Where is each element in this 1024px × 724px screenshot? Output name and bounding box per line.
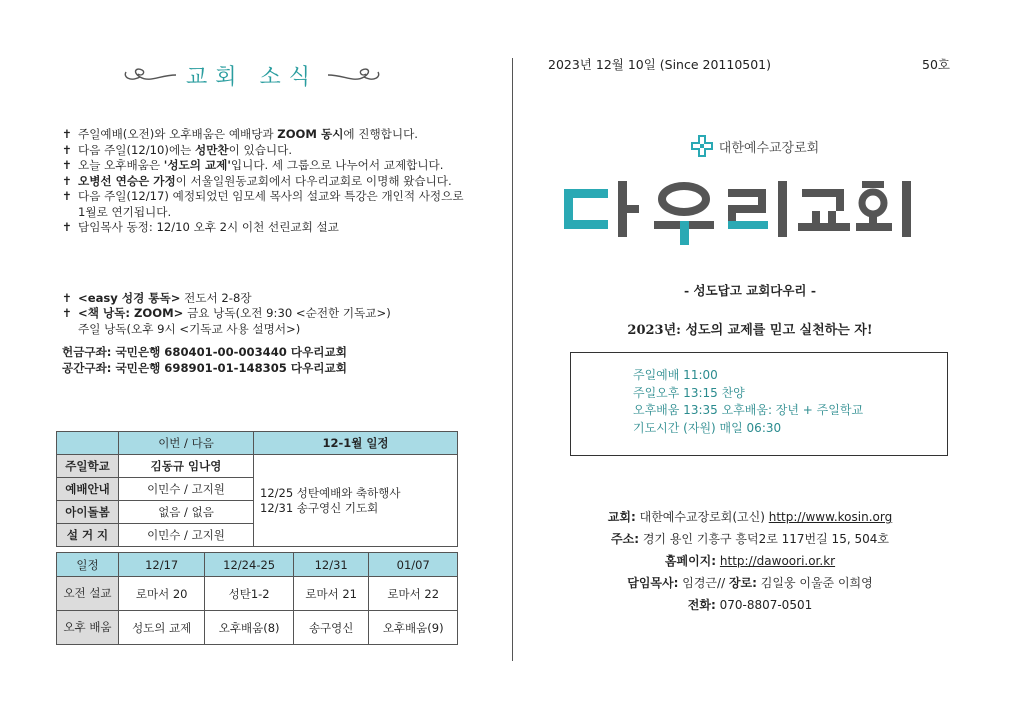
duty-header-names: 이번 / 다음 xyxy=(119,432,254,455)
right-page xyxy=(530,55,970,616)
cross-icon: ✝ xyxy=(62,290,72,305)
swirl-ornament-left-icon xyxy=(120,65,178,85)
cross-icon: ✝ xyxy=(62,158,72,172)
sermon-cell: 오후배움(9) xyxy=(369,611,458,645)
news-item: ✝ 오늘 오후배움은 '성도의 교제'입니다. 세 그룹으로 나누어서 교제합니다. xyxy=(62,158,444,172)
duty-label: 아이돌봄 xyxy=(57,501,119,524)
sermon-row-label: 오후 배움 xyxy=(57,611,119,645)
church-cross-logo-icon xyxy=(691,135,713,157)
sermon-row-label: 오전 설교 xyxy=(57,577,119,611)
duty-label: 주일학교 xyxy=(57,455,119,478)
sermon-header: 01/07 xyxy=(369,553,458,577)
dateline xyxy=(530,55,970,73)
service-times-box xyxy=(570,352,948,456)
news-item: ✝ 담임목사 동정: 12/10 오후 2시 이천 선린교회 설교 xyxy=(62,220,339,234)
page-divider xyxy=(512,58,513,661)
church-name-logo xyxy=(562,171,942,249)
service-time: 기도시간 (자원) 매일 06:30 xyxy=(633,420,782,435)
sermon-header: 12/31 xyxy=(293,553,368,577)
news-list xyxy=(62,127,464,236)
sermon-cell: 성도의 교제 xyxy=(119,611,205,645)
service-time: 오후배움 13:35 오후배움: 장년 + 주일학교 xyxy=(633,403,864,417)
sermon-cell: 성탄1-2 xyxy=(205,577,294,611)
homepage-link[interactable]: http://dawoori.or.kr xyxy=(719,554,836,568)
sermon-header: 일정 xyxy=(57,553,119,577)
swirl-ornament-right-icon xyxy=(326,65,384,85)
service-time: 주일예배 11:00 xyxy=(633,368,718,382)
church-logotype xyxy=(562,171,970,253)
denomination-logo xyxy=(540,135,970,157)
news-header xyxy=(72,55,432,95)
left-page xyxy=(52,55,464,635)
cross-icon: ✝ xyxy=(62,142,72,157)
denomination-name: 대한예수교장로회 xyxy=(718,140,820,156)
sermon-table xyxy=(56,552,458,645)
schedule-cell: 12/25 성탄예배와 축하행사 12/31 송구영신 기도회 xyxy=(254,455,458,547)
service-time: 주일오후 13:15 찬양 xyxy=(633,385,745,400)
sermon-cell: 로마서 20 xyxy=(119,577,205,611)
sermon-cell: 송구영신 xyxy=(293,611,368,645)
duty-names: 없음 / 없음 xyxy=(119,501,254,524)
pastor-row: 담임목사: 임경근// 장로: 김일웅 이울준 이희영 xyxy=(627,576,873,590)
duty-names: 이민수 / 고지원 xyxy=(119,478,254,501)
homepage-row: 홈페이지: http://dawoori.or.kr xyxy=(664,554,836,568)
offering-account: 헌금구좌: 국민은행 680401-00-003440 다우리교회 xyxy=(62,345,347,359)
sermon-cell: 로마서 21 xyxy=(293,577,368,611)
reading-item: ✝ <easy 성경 통독> 전도서 2-8장 xyxy=(62,290,252,305)
reading-item: ✝ <책 낭독: ZOOM> 금요 낭독(오전 9:30 <순전한 기독교>) xyxy=(62,306,391,320)
slogan: - 성도답고 교회다우리 - xyxy=(683,283,817,298)
duty-table xyxy=(56,431,458,547)
duty-names: 이민수 / 고지원 xyxy=(119,524,254,547)
reading-item: 주일 낭독(오후 9시 <기독교 사용 설명서>) xyxy=(78,321,301,336)
sermon-header: 12/24-25 xyxy=(205,553,294,577)
kosin-link[interactable]: http://www.kosin.org xyxy=(768,510,893,524)
sermon-header: 12/17 xyxy=(119,553,205,577)
duty-header-schedule: 12-1월 일정 xyxy=(254,432,458,455)
sermon-cell: 오후배움(8) xyxy=(205,611,294,645)
phone-row: 전화: 070-8807-0501 xyxy=(687,598,813,612)
issue-number: 50호 xyxy=(922,57,950,72)
address-row: 주소: 경기 용인 기흥구 흥덕2로 117번길 15, 504호 xyxy=(611,532,889,546)
news-item: ✝ 오병선 연승은 가정이 서울일원동교회에서 다우리교회로 이명해 왔습니다. xyxy=(62,173,452,188)
cross-icon: ✝ xyxy=(62,127,72,141)
news-item: ✝ 주일예배(오전)와 오후배움은 예배당과 ZOOM 동시에 진행합니다. xyxy=(62,127,418,141)
church-info-row: 교회: 대한예수교장로회(고신) http://www.kosin.org xyxy=(607,510,893,524)
news-item: ✝ 다음 주일(12/17) 예정되었던 임모세 목사의 설교와 특강은 개인적 사정으로 1월로 연기됩니다. xyxy=(62,189,464,219)
cross-icon: ✝ xyxy=(62,306,72,320)
space-account: 공간구좌: 국민은행 698901-01-148305 다우리교회 xyxy=(62,360,347,375)
cross-icon: ✝ xyxy=(62,189,72,203)
cross-icon: ✝ xyxy=(62,173,72,188)
news-item: ✝ 다음 주일(12/10)에는 성만찬이 있습니다. xyxy=(62,142,293,157)
yearly-motto: 2023년: 성도의 교제를 믿고 실천하는 자! xyxy=(627,323,873,338)
issue-date: 2023년 12월 10일 (Since 20110501) xyxy=(548,57,772,72)
cross-icon: ✝ xyxy=(62,220,72,234)
duty-label: 설 거 지 xyxy=(57,524,119,547)
reading-list xyxy=(62,291,464,338)
news-title: 교회 소식 xyxy=(185,64,318,90)
sermon-cell: 로마서 22 xyxy=(369,577,458,611)
duty-names: 김동규 임나영 xyxy=(119,455,254,478)
duty-label: 예배안내 xyxy=(57,478,119,501)
accounts xyxy=(62,345,464,376)
church-info xyxy=(530,506,970,616)
